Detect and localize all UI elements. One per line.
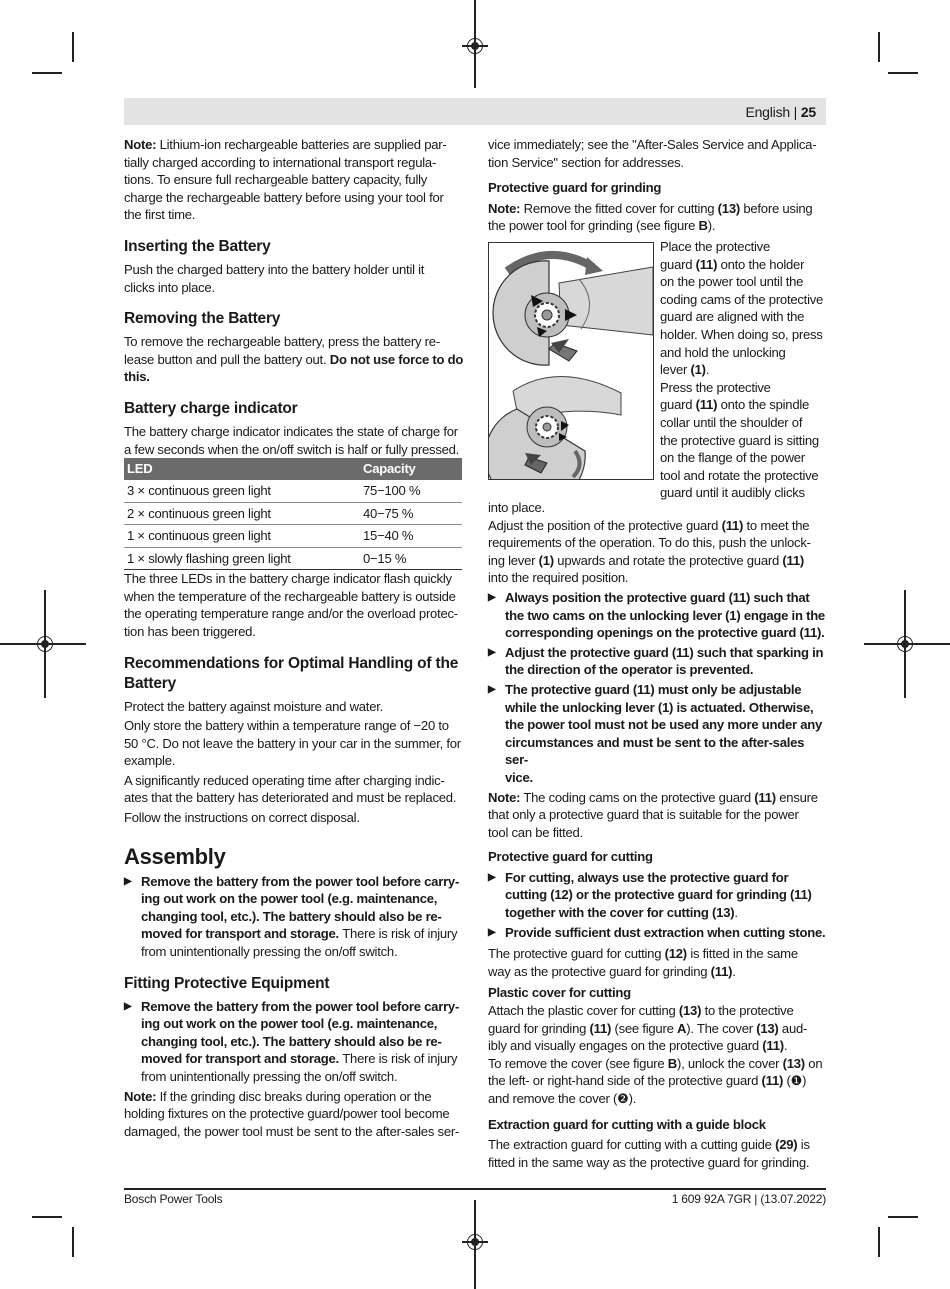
table-row: 2 × continuous green light 40−75 % xyxy=(124,502,462,525)
table-row: 1 × slowly flashing green light 0−15 % xyxy=(124,547,462,570)
page-number: 25 xyxy=(800,104,816,120)
footer-doc-number: 1 609 92A 7GR | (13.07.2022) xyxy=(671,1192,826,1206)
footer-rule xyxy=(124,1188,826,1190)
header-divider: | xyxy=(793,104,801,120)
crop-mark xyxy=(72,1227,74,1257)
section-title-extraction-guard: Extraction guard for cutting with a guide block xyxy=(488,1116,766,1132)
warning-bullet: ▶ Remove the battery from the power tool before carry- ing out work on the power tool (e.g. maintenance, changing tool, etc.). The battery should also be re- moved for transport and storage. There is risk of injury from unintentionally pressing the on/off switch. xyxy=(124,998,464,1086)
battery-charge-table xyxy=(124,458,462,570)
warning-bullet: ▶ Always position the protective guard (11) such that the two cams on the unlocking lever (1) engage in the corresponding openings on the protective guard (11). xyxy=(488,589,828,642)
crop-mark xyxy=(72,32,74,62)
warning-bullet: ▶ For cutting, always use the protective guard for cutting (12) or the protective guard for grinding (11) together with the cover for cutting (13). xyxy=(488,869,828,922)
section-title-fitting: Fitting Protective Equipment xyxy=(124,974,330,992)
registration-mark-icon xyxy=(467,38,483,54)
section-title-plastic-cover: Plastic cover for cutting xyxy=(488,985,631,1001)
warning-bullet: ▶ Adjust the protective guard (11) such that sparking in the direction of the operator is prevented. xyxy=(488,644,828,679)
crop-mark xyxy=(32,1216,62,1218)
registration-mark-icon xyxy=(467,1234,483,1250)
footer-brand: Bosch Power Tools xyxy=(124,1192,223,1206)
crop-mark xyxy=(474,56,476,88)
section-title-removing: Removing the Battery xyxy=(124,310,281,328)
crop-mark xyxy=(878,1227,880,1257)
registration-mark-icon xyxy=(37,636,53,652)
warning-bullet: ▶ The protective guard (11) must only be adjustable while the unlocking lever (1) is actuated. Otherwise, the power tool must not be used any more under any circumstances and must be sent to the after-sales ser- vice. xyxy=(488,681,828,787)
right-column-bottom: into place. Adjust the position of the protective guard (11) to meet the requirements of the operation. To do this, push the unlock- ing lever (1) upwards and rotate the protective guard (11) into the required position. ▶ Always position the protective guard (11) such that the two cams on the unlocking lever (1) engage in the corresponding openings on the protective guard (11). ▶ Adjust the protective guard (11) such that sparking in the direction of the operator is prevented. ▶ The protective guard (11) must only be adjustable while the unlocking lever (1) is actuated. Otherwise, the power tool must not be used any more under any circumstances and must be sent to the after-sales ser- vice. Note: The coding cams on the protective guard (11) ensure that only a protective guard that is suitable for the power tool can be fitted. Protective guard for cutting ▶ For cutting, always use the protective guard for cutting (12) or the protective guard for grinding (11) together with the cover for cutting (13). ▶ Provide sufficient dust extraction when cutting stone. The protective guard for cutting (12) is fitted in the same way as the protective guard for grinding (11). Plastic cover for cutting Attach the plastic cover for cutting (13) to the protective guard for grinding (11) (see figure A). The cover (13) aud- ibly and visually engages on the protective guard (11). To remove the cover (see figure B), unlock the cover (13) on the left- or right-hand side of the protective guard (11) (❶) and remove the cover (❷). Extraction guard for cutting with a guide block The extraction guard for cutting with a cutting guide (29) is fitted in the same way as the protective guard for grinding. xyxy=(488,499,828,1171)
crop-mark xyxy=(474,1252,476,1289)
crop-mark xyxy=(0,643,34,645)
crop-mark xyxy=(878,32,880,62)
crop-mark xyxy=(44,654,46,698)
crop-mark xyxy=(888,72,918,74)
crop-mark xyxy=(864,643,894,645)
note-paragraph: Note: If the grinding disc breaks during operation or the xyxy=(124,1088,432,1104)
table-row: 1 × continuous green light 15−40 % xyxy=(124,525,462,548)
crop-mark xyxy=(44,590,46,634)
warning-bullet: ▶ Remove the battery from the power tool before carry- ing out work on the power tool (e.g. maintenance, changing tool, etc.). The battery should also be re- moved for transport and storage. There is risk of injury from unintentionally pressing the on/off switch. xyxy=(124,873,464,961)
note-paragraph: Note: Lithium-ion rechargeable batteries are supplied par- xyxy=(124,137,447,152)
crop-mark xyxy=(888,1216,918,1218)
warning-bullet: ▶ Provide sufficient dust extraction when cutting stone. xyxy=(488,924,828,942)
table-header: Capacity xyxy=(360,458,462,480)
page-header xyxy=(124,98,826,125)
section-title-inserting: Inserting the Battery xyxy=(124,237,271,255)
angle-grinder-illustration-icon xyxy=(489,243,653,479)
left-column: Note: Lithium-ion rechargeable batteries are supplied par- tially charged according to international transport regula- tions. To ensure full rechargeable battery capacity, fully charge the rechargeable battery before using your tool for the first time. Inserting the Battery Push the charged battery into the battery holder until it clicks into place. Removing the Battery To remove the rechargeable battery, press the battery re- lease button and pull the battery out. Do not use force to do this. Battery charge indicator The battery charge indicator indicates the state of charge for a few seconds when the on/off switch is half or fully pressed. LED Capacity 3 × continuous green light 75−100 % 2 × continuous green light 40−75 % 1 × continuous green light 15−40 % 1 × slowly flashing green light 0−15 % The three LEDs in the battery charge indicator flash quickly when the temperature of the rechargeable battery is outside the operating temperature range and/or the overload protec- tion has been triggered. Recommendations for Optimal Handling of the Battery Protect the battery against moisture and water. Only store the battery within a temperature range of −20 to 50 °C. Do not leave the battery in your car in the summer, for example. A significantly reduced operating time after charging indic- ates that the battery has deteriorated and must be replaced. Follow the instructions on correct disposal. Assembly ▶ Remove the battery from the power tool before carry- ing out work on the power tool (e.g. maintenance, changing tool, etc.). The battery should also be re- moved for transport and storage. There is risk of injury from unintentionally pressing the on/off switch. Fitting Protective Equipment ▶ Remove the battery from the power tool before carry- ing out work on the power tool (e.g. maintenance, changing tool, etc.). The battery should also be re- moved for transport and storage. There is risk of injury from unintentionally pressing the on/off switch. Note: If the grinding disc breaks during operation or the holding fixtures on the protective guard/power tool become damaged, the power tool must be sent to the after-sales ser- xyxy=(124,136,464,1140)
crop-mark xyxy=(904,590,906,634)
section-title-cutting: Protective guard for cutting xyxy=(488,849,653,865)
crop-mark xyxy=(474,0,476,36)
crop-mark xyxy=(904,654,906,698)
table-header-row xyxy=(124,458,462,480)
crop-mark xyxy=(32,72,62,74)
chapter-title-assembly: Assembly xyxy=(124,843,226,869)
crop-mark xyxy=(916,643,950,645)
crop-mark xyxy=(56,643,86,645)
guard-figure xyxy=(488,242,654,480)
figure-caption-text: Place the protective guard (11) onto the holder on the power tool until the coding cams of the protective guard are aligned with the holder. When doing so, press and hold the unlocking lever (1). Press the protective guard (11) onto the spindle collar until the shoulder of the protective guard is sitting on the flange of the power tool and rotate the protective guard until it audibly clicks xyxy=(660,239,824,501)
header-language: English xyxy=(745,104,790,120)
section-title-grinding: Protective guard for grinding xyxy=(488,180,662,196)
table-header: LED xyxy=(124,458,360,480)
right-column-top: vice immediately; see the "After-Sales Service and Applica- tion Service" section for addresses. Protective guard for grinding Note: Remove the fitted cover for cutting (13) before using the power tool for grinding (see figure B). xyxy=(488,136,828,235)
registration-mark-icon xyxy=(897,636,913,652)
section-title-indicator: Battery charge indicator xyxy=(124,399,298,417)
note-paragraph: Note: The coding cams on the protective guard (11) ensure xyxy=(488,789,818,805)
section-title-recommendations: Recommendations for Optimal Handling of the xyxy=(124,654,459,672)
crop-mark xyxy=(474,1200,476,1230)
table-row: 3 × continuous green light 75−100 % xyxy=(124,480,462,502)
